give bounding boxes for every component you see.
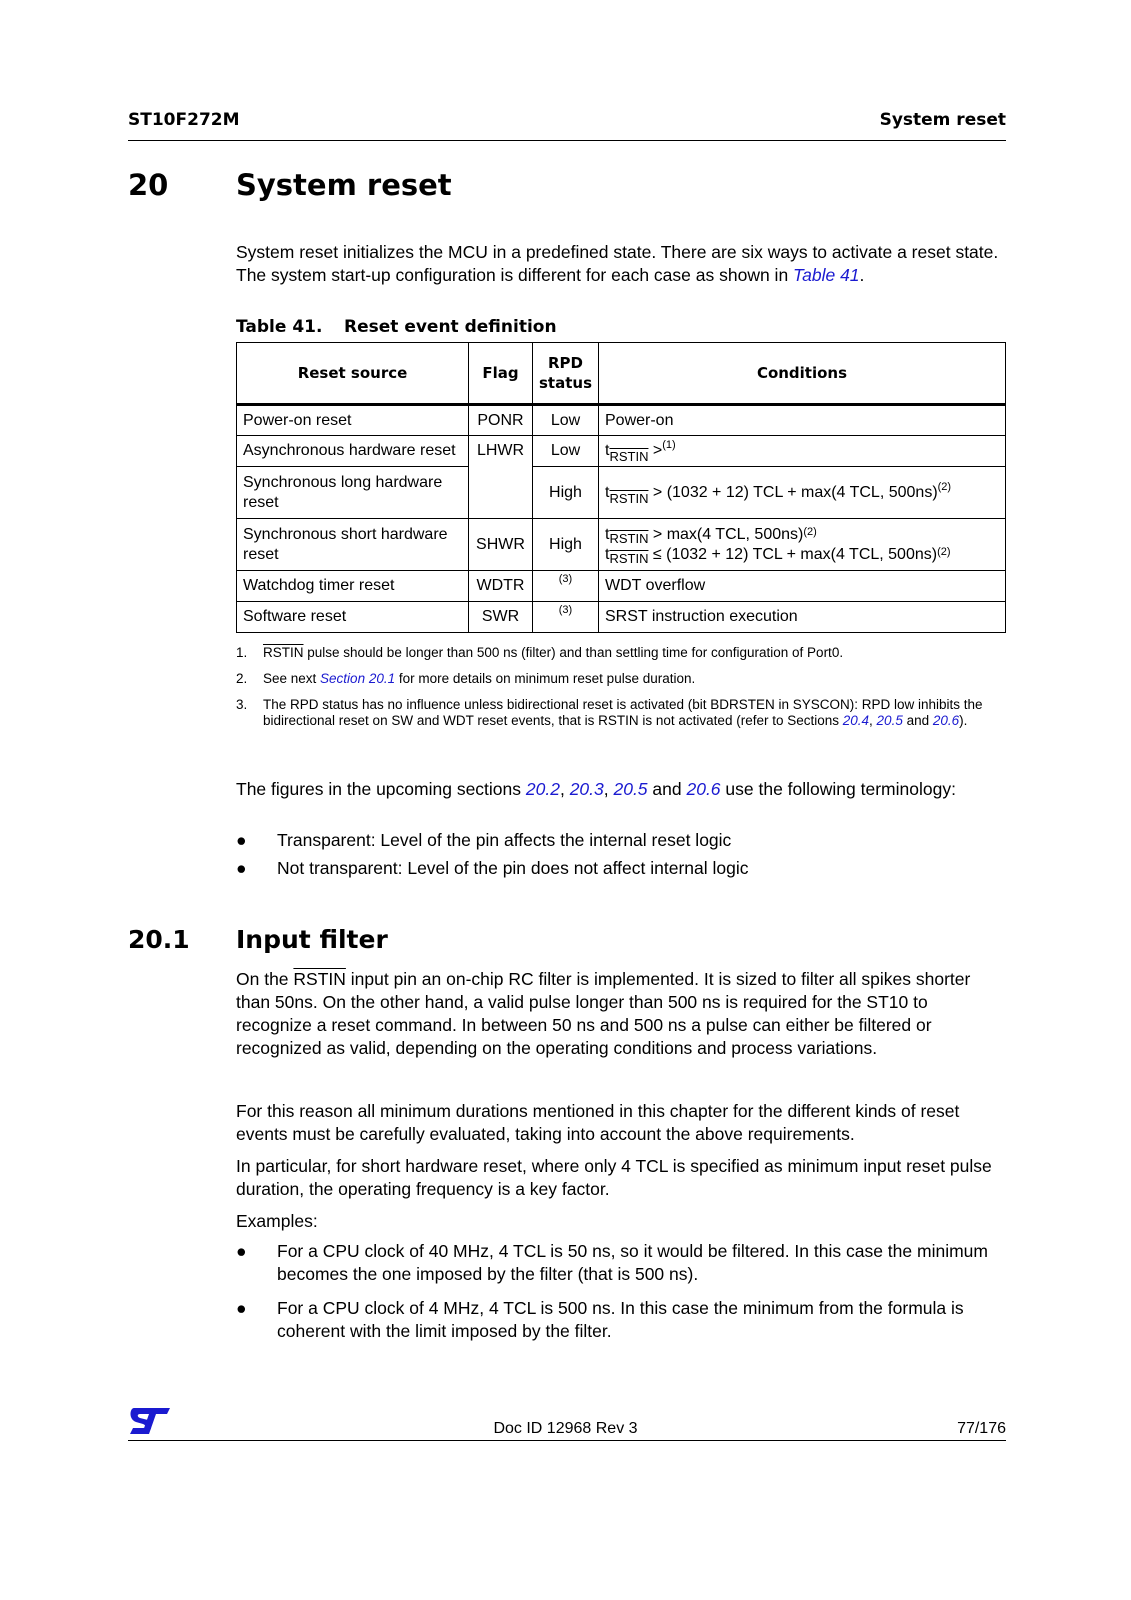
cell-condition bbox=[599, 467, 1006, 519]
intro-paragraph bbox=[236, 241, 1006, 287]
footnote-text bbox=[263, 645, 1006, 661]
filter-paragraph-1 bbox=[236, 968, 1006, 1060]
footnote-text bbox=[263, 671, 1006, 687]
th-flag: Flag bbox=[469, 343, 533, 405]
footer-page-number: 77/176 bbox=[957, 1420, 1006, 1437]
cond-text: ≤ (1032 + 12) TCL + max(4 TCL, 500ns) bbox=[648, 545, 938, 563]
cell-rpd bbox=[533, 571, 599, 602]
table-caption bbox=[236, 317, 557, 337]
footnote-ref: (3) bbox=[558, 573, 573, 585]
cell-rpd bbox=[533, 602, 599, 633]
section-title: System reset bbox=[236, 168, 452, 202]
section-heading bbox=[128, 168, 452, 202]
cell-rpd: Low bbox=[533, 436, 599, 467]
table-row bbox=[237, 519, 1006, 571]
cond-subscript: RSTIN bbox=[609, 550, 649, 566]
subsection-number: 20.1 bbox=[128, 925, 190, 954]
footnote-text bbox=[263, 697, 1006, 729]
subsection-heading bbox=[128, 925, 388, 954]
cell-source: Software reset bbox=[237, 602, 469, 633]
cell-flag: LHWR bbox=[469, 436, 533, 519]
footnote-1 bbox=[236, 645, 1006, 661]
separator: and bbox=[902, 713, 933, 728]
list-item bbox=[236, 829, 1006, 852]
section-20-5-link[interactable]: 20.5 bbox=[876, 713, 903, 728]
bullet-icon: ● bbox=[236, 1241, 247, 1261]
bullet-icon: ● bbox=[236, 1298, 247, 1318]
footnote-ref: (2) bbox=[937, 480, 952, 493]
footnote-ref: (2) bbox=[803, 525, 817, 538]
separator: , bbox=[869, 713, 877, 728]
section-20-6-link[interactable]: 20.6 bbox=[686, 779, 721, 799]
cell-flag: SHWR bbox=[469, 519, 533, 571]
th-rpd-status: RPD status bbox=[533, 343, 599, 405]
bullet-icon: ● bbox=[236, 858, 247, 878]
para-text: input pin an on-chip RC filter is implemented. It is sized to filter all spikes shorter than 50ns. On the other hand, a valid pulse longer than 500 ns is required for the ST10 to recognize a reset command. In between 50 ns and 500 ns a pulse can either be filtered or recognized as valid, depending on the operating conditions and process variations. bbox=[236, 969, 971, 1058]
footnote-2 bbox=[236, 671, 1006, 687]
table-row bbox=[237, 602, 1006, 633]
cond-line-2 bbox=[605, 545, 999, 565]
term-text: Transparent: Level of the pin affects the internal reset logic bbox=[277, 830, 732, 850]
cond-symbol: t bbox=[605, 525, 610, 543]
th-conditions: Conditions bbox=[599, 343, 1006, 405]
rstin-overlined: RSTIN bbox=[263, 645, 304, 660]
cond-subscript: RSTIN bbox=[609, 490, 649, 506]
footnote-body: ). bbox=[959, 713, 968, 728]
rstin-overlined: RSTIN bbox=[293, 969, 346, 989]
cond-text: > bbox=[648, 442, 663, 459]
footer-doc-id: Doc ID 12968 Rev 3 bbox=[493, 1420, 638, 1437]
cond-text: > max(4 TCL, 500ns) bbox=[648, 525, 804, 543]
para-text: use the following terminology: bbox=[720, 779, 956, 799]
footnote-body: The RPD status has no influence unless bidirectional reset is activated (bit BDRSTEN in SYSCON): RPD low inhibits the bidirectional reset on SW and WDT reset events, that is RSTIN is not activated (refer to Sections bbox=[263, 697, 983, 728]
subsection-title: Input filter bbox=[236, 925, 388, 954]
table-header-row bbox=[237, 343, 1006, 405]
cond-text: > (1032 + 12) TCL + max(4 TCL, 500ns) bbox=[648, 483, 938, 501]
footnote-body: pulse should be longer than 500 ns (filter) and than settling time for configuration of Port0. bbox=[303, 645, 844, 660]
cond-subscript: RSTIN bbox=[609, 530, 649, 546]
cond-symbol: t bbox=[605, 483, 610, 501]
list-item bbox=[236, 1297, 1006, 1343]
footnote-body: for more details on minimum reset pulse duration. bbox=[395, 671, 696, 686]
cell-condition bbox=[599, 519, 1006, 571]
footnote-number: 2. bbox=[236, 671, 248, 686]
table-row bbox=[237, 571, 1006, 602]
footnote-ref: (2) bbox=[937, 545, 951, 558]
cell-rpd: Low bbox=[533, 405, 599, 436]
table-row bbox=[237, 467, 1006, 519]
list-item bbox=[236, 1240, 1006, 1286]
footnote-ref: (3) bbox=[558, 604, 573, 616]
term-text: Not transparent: Level of the pin does not affect internal logic bbox=[277, 858, 749, 878]
separator: , bbox=[603, 779, 614, 799]
intro-end: . bbox=[859, 265, 865, 285]
th-reset-source: Reset source bbox=[237, 343, 469, 405]
filter-paragraph-2: For this reason all minimum durations mentioned in this chapter for the different kinds of reset events must be carefully evaluated, taking into account the above requirements. bbox=[236, 1101, 960, 1144]
list-item bbox=[236, 857, 1006, 880]
cond-symbol: t bbox=[605, 442, 610, 459]
footnote-3 bbox=[236, 697, 1006, 729]
footer-rule bbox=[128, 1440, 1006, 1441]
separator: and bbox=[647, 779, 687, 799]
reset-event-table bbox=[236, 342, 1006, 633]
header-doc-title: ST10F272M bbox=[128, 110, 240, 130]
header-section-title: System reset bbox=[879, 110, 1006, 130]
cell-source: Watchdog timer reset bbox=[237, 571, 469, 602]
cell-rpd: High bbox=[533, 467, 599, 519]
footnote-body: See next bbox=[263, 671, 321, 686]
filter-paragraph-3: In particular, for short hardware reset, where only 4 TCL is specified as minimum input reset pulse duration, the operating frequency is a key factor. bbox=[236, 1156, 992, 1199]
table-row bbox=[237, 436, 1006, 467]
section-20-6-link[interactable]: 20.6 bbox=[932, 713, 960, 728]
header-rule bbox=[128, 140, 1006, 141]
cell-condition: SRST instruction execution bbox=[599, 602, 1006, 633]
cell-rpd: High bbox=[533, 519, 599, 571]
cell-condition bbox=[599, 436, 1006, 467]
cond-subscript: RSTIN bbox=[609, 449, 649, 464]
section-20-5-link[interactable]: 20.5 bbox=[613, 779, 648, 799]
table-row bbox=[237, 405, 1006, 436]
para-text: On the bbox=[236, 969, 294, 989]
cell-source: Asynchronous hardware reset bbox=[237, 436, 469, 467]
cell-flag: WDTR bbox=[469, 571, 533, 602]
para-text: The figures in the upcoming sections bbox=[236, 779, 526, 799]
cell-flag: SWR bbox=[469, 602, 533, 633]
example-text: For a CPU clock of 4 MHz, 4 TCL is 500 ns. In this case the minimum from the formula is coherent with the limit imposed by the filter. bbox=[277, 1298, 964, 1341]
figures-paragraph bbox=[236, 778, 1006, 801]
separator: , bbox=[559, 779, 570, 799]
cell-condition: Power-on bbox=[599, 405, 1006, 436]
footnote-number: 1. bbox=[236, 645, 248, 660]
cell-source: Synchronous short hardware reset bbox=[237, 519, 469, 571]
intro-text: System reset initializes the MCU in a predefined state. There are six ways to activate a reset state. The system start-up configuration is different for each case as shown in bbox=[236, 242, 999, 285]
section-20-1-link[interactable]: Section 20.1 bbox=[320, 671, 396, 686]
examples-label: Examples: bbox=[236, 1211, 318, 1231]
cell-source: Synchronous long hardware reset bbox=[237, 467, 469, 519]
table-caption-title: Reset event definition bbox=[344, 317, 557, 337]
cond-line-1 bbox=[605, 525, 999, 545]
cell-flag: PONR bbox=[469, 405, 533, 436]
example-text: For a CPU clock of 40 MHz, 4 TCL is 50 ns, so it would be filtered. In this case the minimum becomes the one imposed by the filter (that is 500 ns). bbox=[277, 1241, 988, 1284]
table-caption-number: Table 41. bbox=[236, 317, 323, 337]
footnote-number: 3. bbox=[236, 697, 248, 712]
section-20-3-link[interactable]: 20.3 bbox=[569, 779, 604, 799]
cell-condition: WDT overflow bbox=[599, 571, 1006, 602]
table-41-link[interactable]: Table 41 bbox=[793, 265, 860, 285]
footnote-ref: (1) bbox=[662, 439, 676, 451]
section-20-2-link[interactable]: 20.2 bbox=[525, 779, 560, 799]
cell-source: Power-on reset bbox=[237, 405, 469, 436]
section-20-4-link[interactable]: 20.4 bbox=[842, 713, 870, 728]
section-number: 20 bbox=[128, 168, 169, 202]
cond-symbol: t bbox=[605, 545, 610, 563]
bullet-icon: ● bbox=[236, 830, 247, 850]
